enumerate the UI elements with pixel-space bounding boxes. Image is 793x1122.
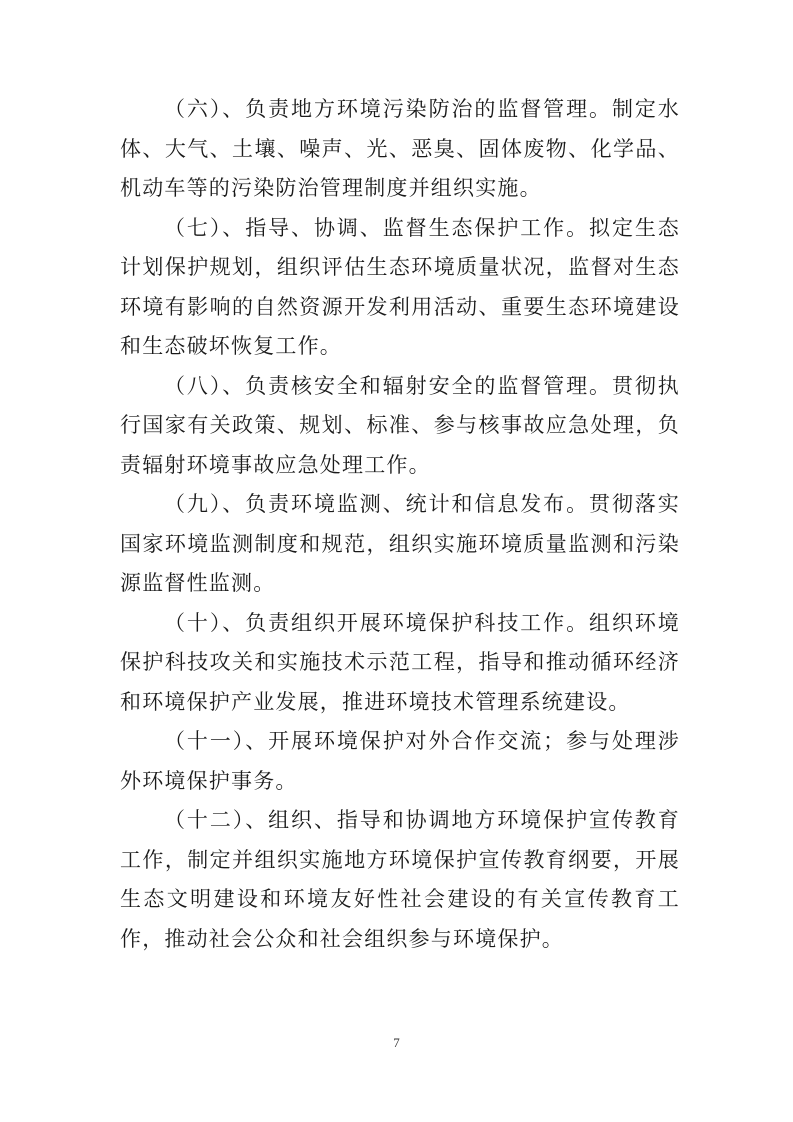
paragraph-item-11: （十一）、开展环境保护对外合作交流；参与处理涉外环境保护事务。 — [120, 729, 680, 793]
paragraph-item-7: （七）、指导、协调、监督生态保护工作。拟定生态计划保护规划，组织评估生态环境质量状况，监督对生态环境有影响的自然资源开发利用活动、重要生态环境建设和生态破坏恢复工作。 — [120, 215, 680, 358]
paragraph-item-8: （八）、负责核安全和辐射安全的监督管理。贯彻执行国家有关政策、规划、标准、参与核事故应急处理，负责辐射环境事故应急处理工作。 — [120, 373, 680, 477]
paragraph-item-10: （十）、负责组织开展环境保护科技工作。组织环境保护科技攻关和实施技术示范工程，指导和推动循环经济和环境保护产业发展，推进环境技术管理系统建设。 — [120, 610, 680, 714]
page-number: 7 — [393, 1035, 400, 1050]
paragraph-item-9: （九）、负责环境监测、统计和信息发布。贯彻落实国家环境监测制度和规范，组织实施环境质量监测和污染源监督性监测。 — [120, 492, 680, 595]
paragraph-item-6: （六）、负责地方环境污染防治的监督管理。制定水体、大气、土壤、噪声、光、恶臭、固体废物、化学品、机动车等的污染防治管理制度并组织实施。 — [120, 97, 680, 200]
paragraph-item-12: （十二）、组织、指导和协调地方环境保护宣传教育工作，制定并组织实施地方环境保护宣传教育纲要，开展生态文明建设和环境友好性社会建设的有关宣传教育工作，推动社会公众和社会组织参与环境保护。 — [120, 808, 680, 951]
document-body — [120, 90, 680, 959]
